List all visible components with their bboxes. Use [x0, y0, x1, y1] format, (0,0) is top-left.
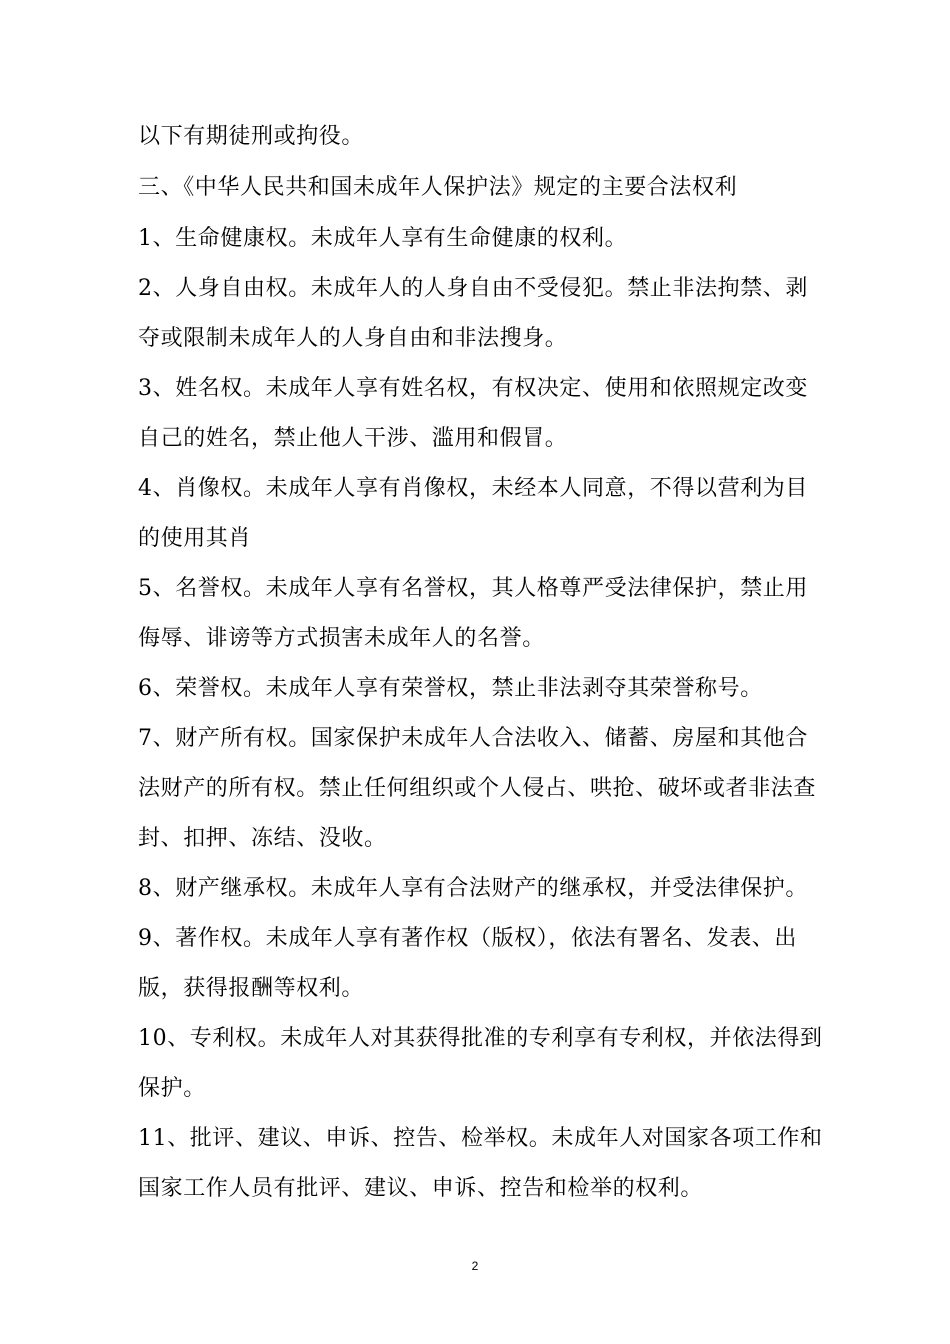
text-line: 5、名誉权。未成年人享有名誉权，其人格尊严受法律保护，禁止用 — [138, 576, 808, 601]
text-line: 10、专利权。未成年人对其获得批准的专利享有专利权，并依法得到 — [138, 1026, 823, 1051]
text-line: 的使用其肖 — [138, 526, 252, 551]
section-heading: 三、《中华人民共和国未成年人保护法》规定的主要合法权利 — [138, 175, 738, 200]
text-line: 自己的姓名，禁止他人干涉、滥用和假冒。 — [138, 426, 568, 451]
text-line: 国家工作人员有批评、建议、申诉、控告和检举的权利。 — [138, 1176, 704, 1201]
text-line: 9、著作权。未成年人享有著作权（版权），依法有署名、发表、出 — [138, 926, 797, 951]
text-line: 保护。 — [138, 1076, 206, 1101]
text-line: 版，获得报酬等权利。 — [138, 976, 365, 1001]
text-line: 以下有期徒刑或拘役。 — [138, 124, 365, 149]
text-line: 6、荣誉权。未成年人享有荣誉权，禁止非法剥夺其荣誉称号。 — [138, 676, 763, 701]
page-number: 2 — [471, 1259, 479, 1273]
text-line: 3、姓名权。未成年人享有姓名权，有权决定、使用和依照规定改变 — [138, 376, 808, 401]
text-line: 7、财产所有权。国家保护未成年人合法收入、储蓄、房屋和其他合 — [138, 726, 808, 751]
text-line: 1、生命健康权。未成年人享有生命健康的权利。 — [138, 226, 628, 251]
text-line: 8、财产继承权。未成年人享有合法财产的继承权，并受法律保护。 — [138, 876, 808, 901]
text-line: 封、扣押、冻结、没收。 — [138, 826, 387, 851]
text-line: 侮辱、诽谤等方式损害未成年人的名誉。 — [138, 626, 545, 651]
text-line: 法财产的所有权。禁止任何组织或个人侵占、哄抢、破坏或者非法查 — [138, 776, 817, 801]
text-line: 4、肖像权。未成年人享有肖像权，未经本人同意，不得以营利为目 — [138, 476, 808, 501]
text-line: 夺或限制未成年人的人身自由和非法搜身。 — [138, 326, 568, 351]
text-line: 2、人身自由权。未成年人的人身自由不受侵犯。禁止非法拘禁、剥 — [138, 276, 808, 301]
text-line: 11、批评、建议、申诉、控告、检举权。未成年人对国家各项工作和 — [138, 1126, 823, 1151]
